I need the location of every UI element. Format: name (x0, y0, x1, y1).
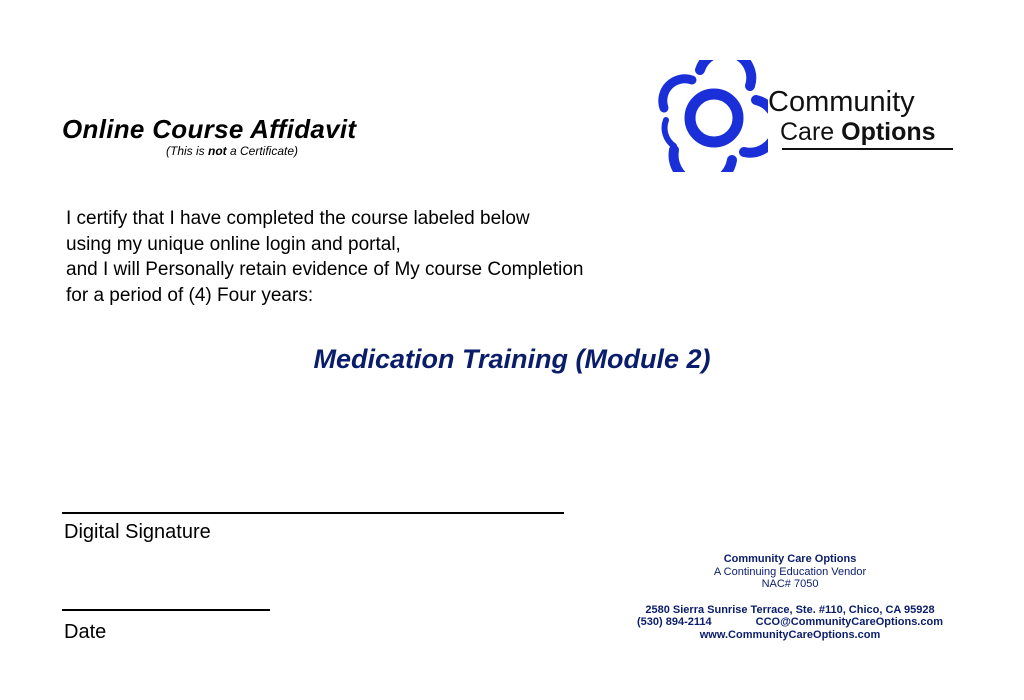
vendor-website[interactable]: www.CommunityCareOptions.com (699, 628, 881, 641)
signature-line[interactable] (62, 512, 564, 514)
logo-text-options: Options (841, 118, 936, 146)
signature-label: Digital Signature (64, 521, 211, 543)
vendor-nac: NAC# 7050 (761, 578, 819, 590)
logo-text-care-options (780, 118, 936, 147)
statement-line: I certify that I have completed the course labeled below (66, 208, 530, 229)
certification-statement (66, 206, 583, 308)
logo-underline (782, 148, 953, 150)
vendor-phone: (530) 894-2114 (637, 616, 712, 628)
community-care-options-logo-icon (652, 60, 768, 172)
affidavit-subtitle (166, 144, 298, 158)
statement-line: for a period of (4) Four years: (66, 284, 314, 306)
vendor-tagline: A Continuing Education Vendor (713, 565, 867, 578)
vendor-email[interactable]: CCO@CommunityCareOptions.com (755, 616, 943, 628)
vendor-info (600, 553, 980, 641)
statement-line: using my unique online login and portal, (66, 233, 401, 255)
vendor-address: 2580 Sierra Sunrise Terrace, Ste. #110, Chico, CA 95928 (645, 603, 935, 616)
date-label: Date (64, 621, 107, 643)
statement-line: and I will Personally retain evidence of My course Completion (66, 259, 584, 280)
vendor-name: Community Care Options (723, 553, 857, 565)
logo-text-community: Community (768, 86, 915, 118)
subtitle-suffix: a Certificate) (226, 144, 299, 158)
logo-text-care: Care (780, 118, 835, 146)
course-name: Medication Training (Module 2) (313, 344, 711, 374)
subtitle-prefix: (This is (166, 144, 208, 158)
subtitle-emphasis: not (208, 144, 227, 158)
date-line[interactable] (62, 609, 270, 611)
affidavit-title: Online Course Affidavit (62, 114, 357, 144)
